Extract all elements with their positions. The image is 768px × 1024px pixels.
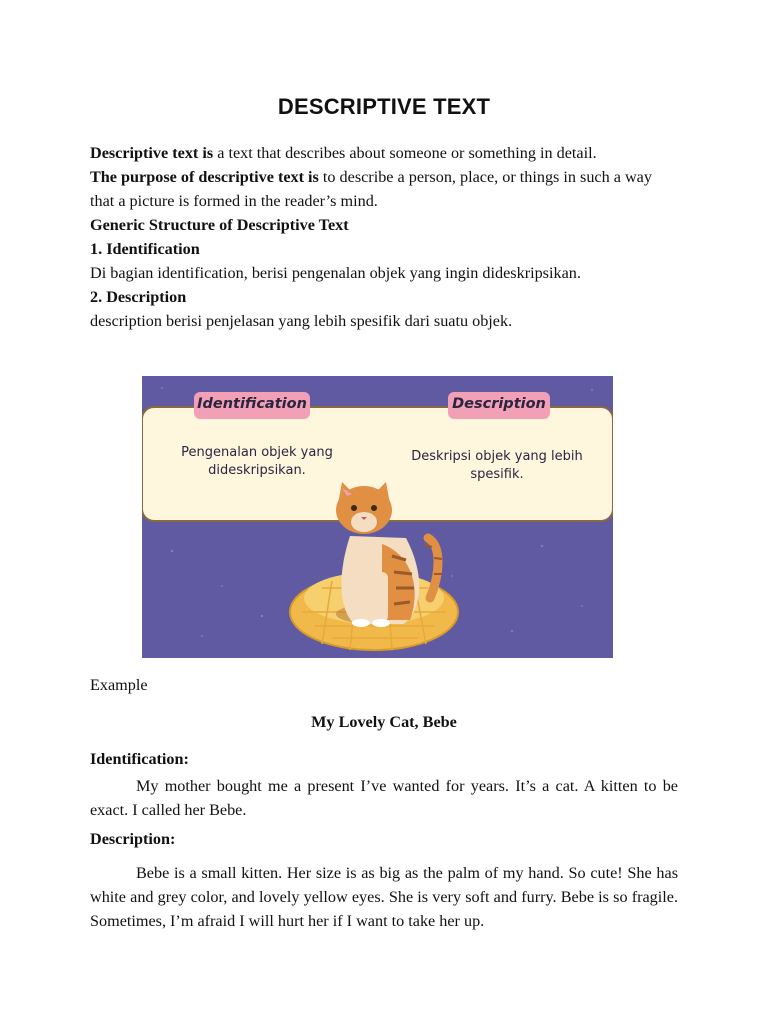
figure-label-identification: Identification <box>197 396 307 412</box>
figure-text-identification: Pengenalan objek yang dideskripsikan. <box>181 445 333 478</box>
purpose-paragraph <box>90 165 680 213</box>
definition-text: a text that describes about someone or something in detail. <box>213 144 597 162</box>
illustration-graphic <box>142 376 613 658</box>
description-heading: Description: <box>90 830 176 848</box>
description-item-heading: 2. Description <box>90 288 187 306</box>
structure-illustration <box>142 376 613 658</box>
story-title: My Lovely Cat, Bebe <box>311 713 457 731</box>
purpose-text: to describe a person, place, or things in such a way that a picture is formed in the reader’s mind. <box>90 168 652 210</box>
description-paragraph: Bebe is a small kitten. Her size is as big as the palm of my hand. So cute! She has white and grey color, and lovely yellow eyes. She is very soft and furry. Bebe is so fragile. Sometimes, I’m afraid I will hurt her if I want to take her up. <box>90 864 678 930</box>
figure-text-description: Deskripsi objek yang lebih spesifik. <box>411 449 583 482</box>
identification-item-heading: 1. Identification <box>90 240 200 258</box>
purpose-bold: The purpose of descriptive text is <box>90 168 319 186</box>
intro-section <box>90 141 680 333</box>
identification-heading: Identification: <box>90 750 189 768</box>
definition-bold: Descriptive text is <box>90 144 214 162</box>
page-title: DESCRIPTIVE TEXT <box>277 94 491 119</box>
description-item-text: description berisi penjelasan yang lebih spesifik dari suatu objek. <box>90 312 513 330</box>
identification-item-text: Di bagian identification, berisi pengenalan objek yang ingin dideskripsikan. <box>90 264 581 282</box>
definition-paragraph <box>90 141 680 165</box>
example-label: Example <box>90 676 148 694</box>
identification-paragraph: My mother bought me a present I’ve wanted for years. It’s a cat. A kitten to be exact. I called her Bebe. <box>90 777 678 819</box>
structure-heading: Generic Structure of Descriptive Text <box>90 216 349 234</box>
figure-label-description: Description <box>452 396 546 412</box>
